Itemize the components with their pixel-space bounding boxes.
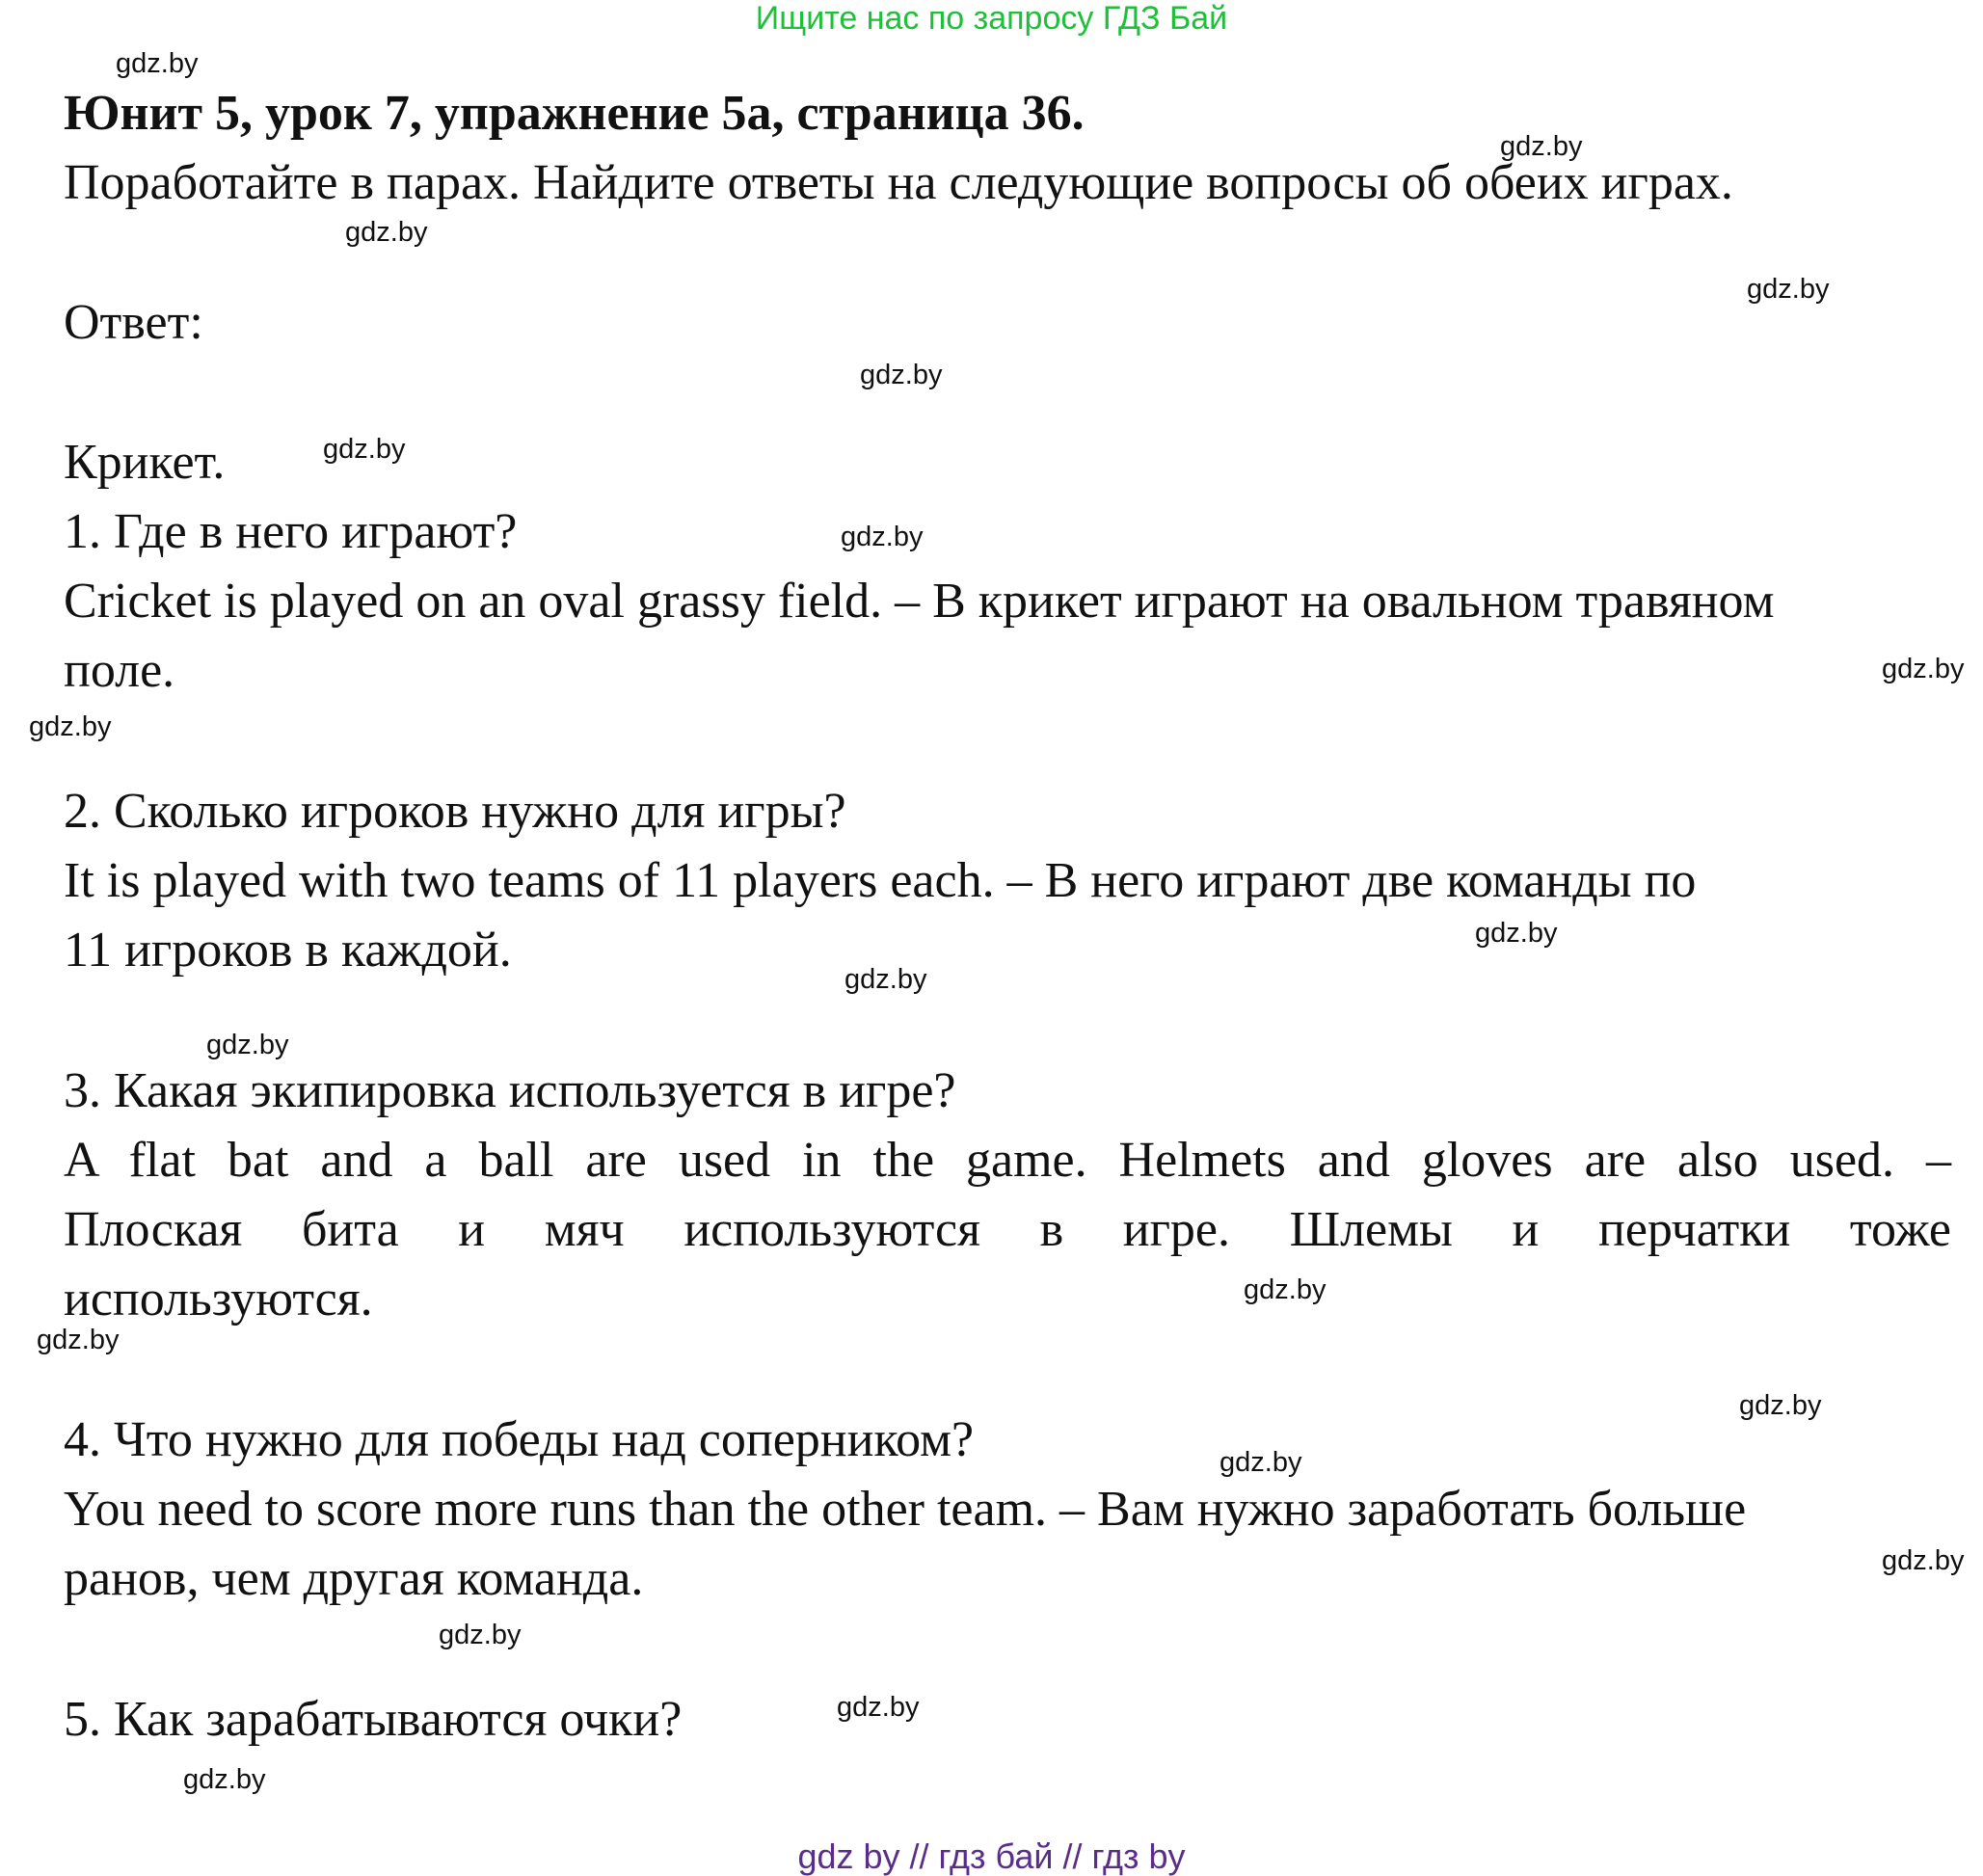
question-1: 1. Где в него играют? <box>64 504 518 559</box>
page-title: Юнит 5, урок 7, упражнение 5а, страница 36. <box>64 86 1085 141</box>
watermark: gdz.by <box>1244 1274 1326 1305</box>
answer-4-line-1: You need to score more runs than the other team. – Вам нужно заработать больше <box>64 1482 1747 1537</box>
watermark: gdz.by <box>1500 131 1583 162</box>
answer-1-line-1: Cricket is played on an oval grassy field. – В крикет играют на овальном травяном <box>64 574 1775 629</box>
answer-2-line-2: 11 игроков в каждой. <box>64 923 512 978</box>
watermark: gdz.by <box>206 1030 289 1060</box>
watermark: gdz.by <box>860 360 943 390</box>
answer-3-line-2: Плоская бита и мяч используются в игре. Шлемы и перчатки тоже <box>64 1202 1951 1257</box>
watermark: gdz.by <box>345 217 428 248</box>
watermark: gdz.by <box>837 1692 920 1723</box>
watermark: gdz.by <box>841 522 924 552</box>
question-3: 3. Какая экипировка используется в игре? <box>64 1063 956 1118</box>
watermark: gdz.by <box>844 964 927 995</box>
watermark: gdz.by <box>1475 918 1558 949</box>
watermark: gdz.by <box>1219 1447 1302 1478</box>
watermark: gdz.by <box>29 711 112 742</box>
watermark: gdz.by <box>116 48 199 79</box>
watermark: gdz.by <box>1747 274 1830 305</box>
watermark: gdz.by <box>1882 1545 1965 1576</box>
answer-2-line-1: It is played with two teams of 11 players each. – В него играют две команды по <box>64 853 1697 908</box>
question-4: 4. Что нужно для победы над соперником? <box>64 1412 975 1467</box>
watermark: gdz.by <box>37 1325 120 1355</box>
watermark: gdz.by <box>439 1620 522 1650</box>
top-banner: Ищите нас по запросу ГДЗ Бай <box>755 0 1228 37</box>
watermark: gdz.by <box>323 434 406 465</box>
answer-3-line-1: A flat bat and a ball are used in the game. Helmets and gloves are also used. – <box>64 1133 1951 1188</box>
question-2: 2. Сколько игроков нужно для игры? <box>64 784 846 839</box>
answer-4-line-2: ранов, чем другая команда. <box>64 1551 644 1606</box>
answer-1-line-2: поле. <box>64 643 175 698</box>
question-5: 5. Как зарабатываются очки? <box>64 1692 683 1747</box>
watermark: gdz.by <box>1739 1390 1822 1421</box>
answer-label: Ответ: <box>64 295 203 350</box>
watermark: gdz.by <box>1882 654 1965 684</box>
footer-watermark: gdz by // гдз бай // гдз by <box>797 1836 1186 1876</box>
watermark: gdz.by <box>183 1764 266 1795</box>
section-heading: Крикет. <box>64 435 226 490</box>
answer-3-line-3: используются. <box>64 1272 373 1327</box>
instruction-text: Поработайте в парах. Найдите ответы на следующие вопросы об обеих играх. <box>64 155 1733 210</box>
